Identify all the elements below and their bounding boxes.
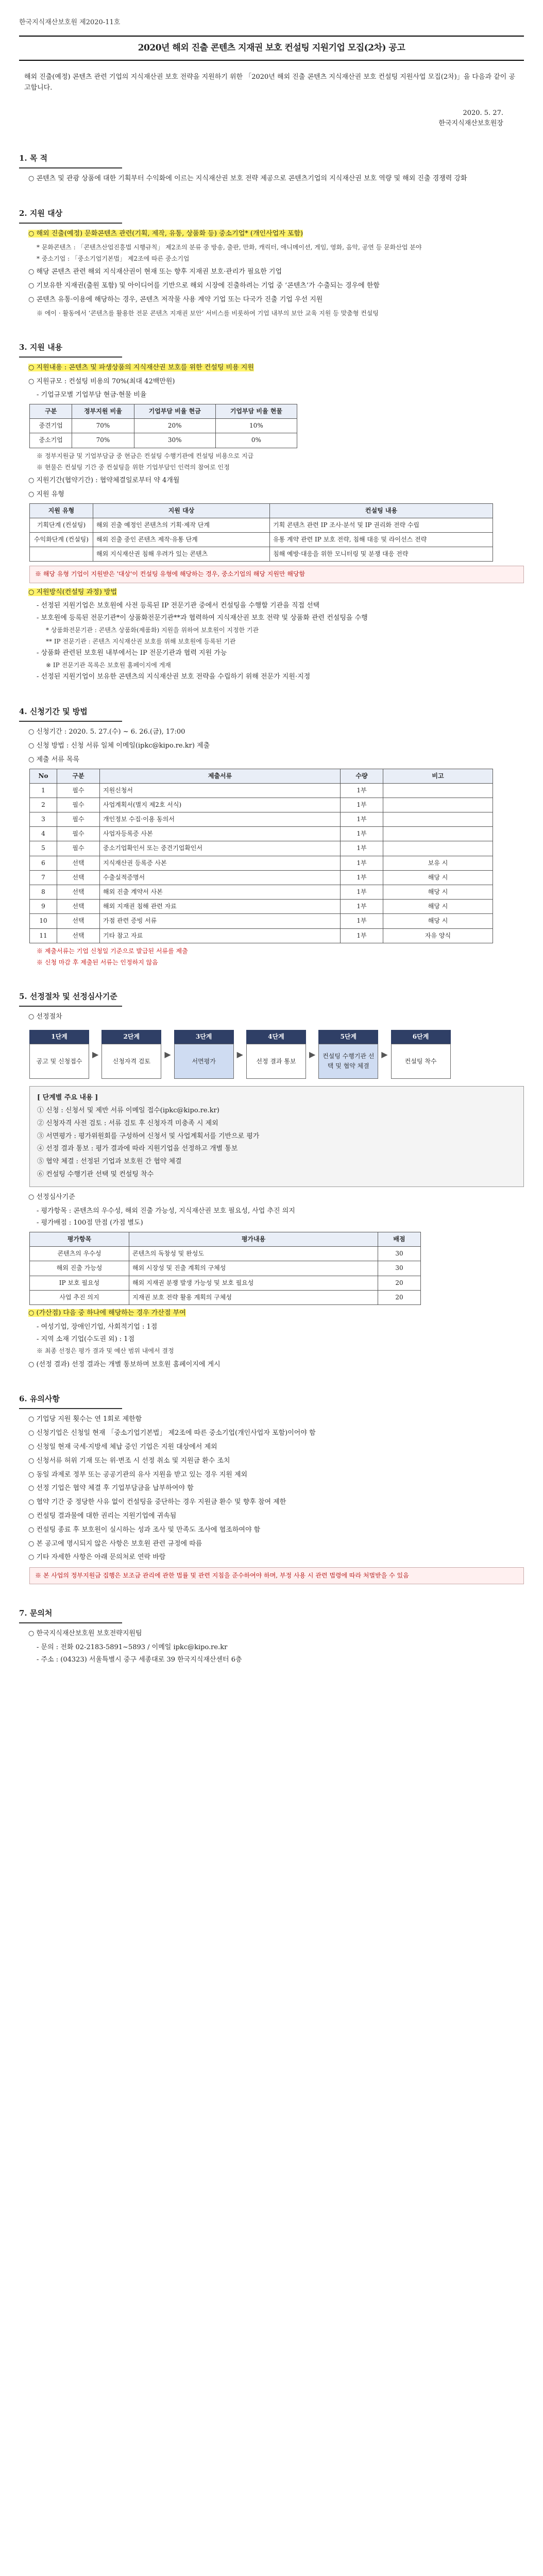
table-cell: 1부: [341, 827, 383, 841]
table-row: [30, 433, 297, 448]
arrow-right-icon: ▶: [164, 1049, 171, 1059]
table-cell: 필수: [57, 827, 100, 841]
table-cell: 20: [378, 1290, 421, 1304]
notice-date: 2020. 5. 27.: [463, 109, 503, 117]
table-cell: 자유 양식: [383, 928, 493, 943]
selection-intro: ○ 선정절차: [28, 1013, 62, 1021]
target-note: * 중소기업 : 「중소기업기본법」 제2조에 따른 중소기업: [37, 255, 190, 262]
bonus-note: ※ 최종 선정은 평가 결과 및 예산 범위 내에서 결정: [37, 1347, 174, 1355]
table-cell: 수출실적증명서: [100, 870, 341, 885]
notice-number: 한국지식재산보호원 제2020-11호: [19, 19, 121, 26]
table-cell: 4: [30, 827, 57, 841]
table-cell: 해외 진출 중인 콘텐츠 제작·유통 단계: [93, 533, 270, 547]
support-note: ※ 현물은 컨설팅 기간 중 컨설팅을 위한 기업부담인 인력의 참여로 인정: [37, 463, 230, 471]
step-detail: ⑥ 컨설팅 수행기관 선택 및 컨설팅 착수: [37, 1170, 154, 1178]
section-title-application: 4. 신청기간 및 방법: [19, 705, 122, 722]
step-detail: ③ 서면평가 : 평가위원회를 구성하여 신청서 및 사업계획서를 기반으로 평가: [37, 1132, 260, 1140]
section-title-contact: 7. 문의처: [19, 1607, 122, 1623]
table-cell: 해외 진출 계약서 사본: [100, 885, 341, 900]
method-note: * 상품화전문기관 : 콘텐츠 상품화(제품화) 지원을 위하여 보호원이 지정한 기관: [46, 626, 259, 634]
table-cell: 30%: [134, 433, 215, 448]
table-cell: 필수: [57, 841, 100, 856]
table-cell: 6: [30, 856, 57, 870]
table-cell: 1부: [341, 914, 383, 928]
caution-item: ○ 동일 과제로 정부 또는 공공기관의 유사 지원을 받고 있는 경우 지원 제외: [28, 1470, 248, 1479]
target-item: ○ 콘텐츠 유통·이용에 해당하는 경우, 콘텐츠 저작물 사용 계약 기업 또는 다국가 진출 기업 우선 지원: [28, 295, 323, 303]
flow-step-label: 2단계: [101, 1030, 161, 1044]
support-item: ○ 지원기간(협약기간) : 협약체결일로부터 약 4개월: [28, 477, 180, 485]
method-note: ※ IP 전문기관 목록은 보호원 홈페이지에 게재: [46, 662, 171, 669]
table-header: 기업부담 비율 현물: [215, 404, 297, 419]
table-cell: 1부: [341, 900, 383, 914]
table-cell: 1부: [341, 870, 383, 885]
support-type-note: ※ 해당 유형 기업이 지원받은 '대상'이 컨설팅 유형에 해당하는 경우, 중소기업의 해당 지원만 해당함: [29, 566, 524, 583]
table-cell: [383, 798, 493, 812]
section-title-target: 2. 지원 대상: [19, 207, 122, 224]
caution-warning: ※ 본 사업의 정부지원금 집행은 보조금 관리에 관한 법률 및 관련 지침을 준수하여야 하며, 부정 사용 시 관련 법령에 따라 처벌받을 수 있음: [29, 1567, 524, 1584]
table-cell: 사업자등록증 사본: [100, 827, 341, 841]
table-header: 비고: [383, 769, 493, 783]
table-cell: 해당 시: [383, 885, 493, 900]
table-header: 지원 유형: [30, 503, 93, 518]
table-row: [30, 856, 493, 870]
table-cell: 사업계획서(별지 제2호 서식): [100, 798, 341, 812]
table-cell: 해당 시: [383, 870, 493, 885]
target-item-text: ○ 해외 진출(예정) 문화콘텐츠 관련(기획, 제작, 유통, 상품화 등) 중소기업* (개인사업자 포함): [28, 229, 303, 238]
table-cell: 해외 지식재산권 침해 우려가 있는 콘텐츠: [93, 547, 270, 562]
table-row: [30, 885, 493, 900]
flow-step-label: 5단계: [318, 1030, 378, 1044]
caution-item: ○ 본 공고에 명시되지 않은 사항은 보호원 관련 규정에 따름: [28, 1539, 202, 1548]
table-row: [30, 1290, 421, 1304]
purpose-item: ○ 콘텐츠 및 관광 상품에 대한 기획부터 수익화에 이르는 지식재산권 보호 전략 제공으로 콘텐츠기업의 지식재산권 보호 역량 및 해외 진출 경쟁력 강화: [28, 175, 467, 183]
method-item: - 상품화 관련된 보호원 내부에서는 IP 전문기관과 협력 지원 가능: [37, 649, 227, 657]
method-item: - 선정된 지원기업이 보유한 콘텐츠의 지식재산권 보호 전략을 수립하기 위해 전문가 지원·지정: [37, 673, 311, 681]
target-note: * 문화콘텐츠 : 「콘텐츠산업진흥법 시행규칙」 제2조의 분류 중 방송, 출판, 만화, 캐릭터, 애니메이션, 게임, 영화, 음악, 공연 등 문화산업 분야: [37, 243, 422, 251]
flow-step-text: 서면평가: [174, 1044, 234, 1079]
application-item: ○ 신청 방법 : 신청 서류 일체 이메일(ipkc@kipo.re.kr) 제출: [28, 741, 210, 750]
table-row: [30, 928, 493, 943]
table-cell: 지원신청서: [100, 783, 341, 798]
table-cell: 8: [30, 885, 57, 900]
arrow-right-icon: ▶: [309, 1049, 316, 1059]
table-cell: 2: [30, 798, 57, 812]
method-note: ** IP 전문기관 : 콘텐츠 지식재산권 보호를 위해 보호원에 등록된 기관: [46, 638, 236, 646]
table-header: No: [30, 769, 57, 783]
table-cell: 11: [30, 928, 57, 943]
contact-item: - 문의 : 전화 02-2183-5891~5893 / 이메일 ipkc@kipo.re.kr: [37, 1643, 228, 1652]
support-item: ○ 지원 유형: [28, 490, 64, 498]
selection-flow: [29, 1030, 524, 1079]
table-header: 배점: [378, 1232, 421, 1247]
documents-table-body: [30, 783, 493, 943]
caution-item: ○ 신청기업은 신청일 현재 「중소기업기본법」 제2조에 따른 중소기업(개인사업자 포함)이어야 함: [28, 1429, 316, 1437]
table-cell: 수익화단계 (컨설팅): [30, 533, 93, 547]
caution-item: ○ 기타 자세한 사항은 아래 문의처로 연락 바람: [28, 1553, 166, 1562]
table-row: [30, 900, 493, 914]
table-header: 평가내용: [129, 1232, 378, 1247]
table-cell: 기타 참고 자료: [100, 928, 341, 943]
table-cell: 선택: [57, 900, 100, 914]
application-note: ※ 신청 마감 후 제출된 서류는 인정하지 않음: [37, 958, 158, 966]
table-header: 평가항목: [30, 1232, 129, 1247]
table-row: [30, 841, 493, 856]
target-note: ※ 에이 · 활동에서 ‘콘텐츠를 활용한 전문 콘텐츠 지재권 보안’ 서비스를 비롯하여 기업 내부의 보안 교육 지원 등 맞춤형 컨설팅: [37, 309, 379, 317]
criteria-item: - 평가항목 : 콘텐츠의 우수성, 해외 진출 가능성, 지식재산권 보호 필요성, 사업 추진 의지: [37, 1207, 295, 1215]
application-note: ※ 제출서류는 기업 신청일 기준으로 발급된 서류를 제출: [37, 947, 188, 955]
support-item: - 기업규모별 기업부담 현금·현물 비율: [37, 391, 147, 399]
table-row: [30, 827, 493, 841]
step-detail: ② 신청자격 사전 검토 : 서류 검토 후 신청자격 미충족 시 제외: [37, 1119, 218, 1127]
caution-item: ○ 컨설팅 결과물에 대한 권리는 지원기업에 귀속됨: [28, 1512, 177, 1520]
table-cell: [30, 547, 93, 562]
application-item: ○ 제출 서류 목록: [28, 755, 80, 764]
caution-item: ○ 신청일 현재 국세·지방세 체납 중인 기업은 지원 대상에서 제외: [28, 1443, 217, 1451]
section-title-selection: 5. 선정절차 및 선정심사기준: [19, 990, 122, 1007]
support-note: ※ 정부지원금 및 기업부담금 중 현금은 컨설팅 수행기관에 컨설팅 비용으로 지급: [37, 452, 254, 460]
step-details-box: [29, 1086, 524, 1187]
contact-item: - 주소 : (04323) 서울특별시 중구 세종대로 39 한국지식재산센터 6층: [37, 1655, 242, 1664]
table-cell: 중소기업: [30, 433, 72, 448]
table-cell: 개인정보 수집·이용 동의서: [100, 812, 341, 827]
table-cell: 지재권 보호 전략 활용 계획의 구체성: [129, 1290, 378, 1304]
table-row: [30, 518, 493, 532]
table-cell: 1부: [341, 885, 383, 900]
flow-step: [29, 1030, 89, 1079]
table-row: [30, 419, 297, 433]
table-cell: IP 보호 필요성: [30, 1276, 129, 1290]
caution-item: ○ 컨설팅 종료 후 보호원이 실시하는 성과 조사 및 만족도 조사에 협조하여야 함: [28, 1526, 261, 1534]
table-cell: 침해 예방·대응을 위한 모니터링 및 분쟁 대응 전략: [270, 547, 493, 562]
table-cell: [383, 812, 493, 827]
documents-table: [29, 769, 493, 943]
table-cell: 중소기업확인서 또는 중견기업확인서: [100, 841, 341, 856]
support-type-table: [29, 503, 493, 562]
flow-step-text: 컨설팅 수행기관 선택 및 협약 체결: [318, 1044, 378, 1079]
table-row: [30, 783, 493, 798]
support-item: ○ 지원규모 : 컨설팅 비용의 70%(최대 42백만원): [28, 377, 175, 385]
table-cell: [383, 841, 493, 856]
target-item: [19, 229, 524, 240]
burden-table: [29, 404, 297, 448]
table-cell: 필수: [57, 812, 100, 827]
table-cell: 70%: [72, 433, 134, 448]
table-cell: 1부: [341, 928, 383, 943]
table-cell: 30: [378, 1261, 421, 1276]
table-cell: 기획 콘텐츠 관련 IP 조사·분석 및 IP 권리화 전략 수립: [270, 518, 493, 532]
table-row: [30, 1276, 421, 1290]
table-cell: 해외 지재권 분쟁 발생 가능성 및 보호 필요성: [129, 1276, 378, 1290]
table-row: [30, 1261, 421, 1276]
table-cell: 선택: [57, 870, 100, 885]
table-cell: 선택: [57, 914, 100, 928]
flow-step-label: 4단계: [246, 1030, 306, 1044]
method-item-text: ○ 지원방식(컨설팅 과정) 방법: [28, 588, 117, 596]
criteria-item: - 평가배점 : 100점 만점 (가점 별도): [37, 1219, 143, 1227]
section-title-support: 3. 지원 내용: [19, 341, 122, 358]
table-cell: 1부: [341, 798, 383, 812]
table-cell: 20: [378, 1276, 421, 1290]
table-cell: 해당 시: [383, 914, 493, 928]
table-header: 지원 대상: [93, 503, 270, 518]
table-cell: 해외 진출 예정인 콘텐츠의 기획·제작 단계: [93, 518, 270, 532]
method-item: - 선정된 지원기업은 보호원에 사전 등록된 IP 전문기관 중에서 컨설팅을 수행할 기관을 직접 선택: [37, 602, 320, 610]
table-cell: 3: [30, 812, 57, 827]
table-cell: 중견기업: [30, 419, 72, 433]
table-cell: 콘텐츠의 독창성 및 완성도: [129, 1247, 378, 1261]
table-cell: 1: [30, 783, 57, 798]
table-row: [30, 870, 493, 885]
table-row: [30, 533, 493, 547]
section-title-purpose: 1. 목 적: [19, 152, 122, 168]
target-item: ○ 기보유한 지재권(출원 포함) 및 아이디어를 기반으로 해외 시장에 진출하려는 기업 중 ‘콘텐츠’가 수출되는 경우에 한함: [28, 281, 380, 290]
table-cell: 필수: [57, 798, 100, 812]
table-cell: 10: [30, 914, 57, 928]
table-cell: 9: [30, 900, 57, 914]
application-item: ○ 신청기간 : 2020. 5. 27.(수) ~ 6. 26.(금), 17:00: [28, 728, 185, 736]
flow-step: [246, 1030, 306, 1079]
table-row: [30, 1247, 421, 1261]
table-cell: 선택: [57, 928, 100, 943]
intro-text: 해외 진출(예정) 콘텐츠 관련 기업의 지식재산권 보호 전략을 지원하기 위한 「2020년 해외 진출 콘텐츠 지식재산권 보호 컨설팅 지원사업 모집(2차)」을 다음과 같이 공고합니다.: [24, 73, 516, 92]
arrow-right-icon: ▶: [236, 1049, 243, 1059]
table-row: [30, 914, 493, 928]
table-cell: 1부: [341, 841, 383, 856]
notice-page: [19, 0, 524, 1688]
flow-step-text: 선정 결과 통보: [246, 1044, 306, 1079]
table-cell: [383, 827, 493, 841]
flow-step: [174, 1030, 234, 1079]
contact-item: ○ 한국지식재산보호원 보호전략지원팀: [28, 1630, 142, 1638]
table-cell: 해외 시장성 및 진출 계획의 구체성: [129, 1261, 378, 1276]
method-item: - 보호원에 등록된 전문기관*이 상품화전문기관**과 협력하여 지식재산권 보호 전략 및 상품화 관련 컨설팅을 수행: [37, 614, 368, 622]
table-cell: 5: [30, 841, 57, 856]
table-row: [30, 812, 493, 827]
table-header: 구분: [30, 404, 72, 419]
flow-step-label: 1단계: [29, 1030, 89, 1044]
flow-step: [101, 1030, 161, 1079]
table-cell: 1부: [341, 812, 383, 827]
target-item: ○ 해당 콘텐츠 관련 해외 지식재산권이 현재 또는 향후 지재권 보호·관리가 필요한 기업: [28, 268, 282, 276]
step-detail: ① 신청 : 신청서 및 제반 서류 이메일 접수(ipkc@kipo.re.kr): [37, 1106, 219, 1114]
caution-item: ○ 선정 기업은 협약 체결 후 기업부담금을 납부하여야 함: [28, 1484, 194, 1493]
bonus-item-text: ○ (가산점) 다음 중 하나에 해당하는 경우 가산점 부여: [28, 1309, 186, 1317]
table-cell: 70%: [72, 419, 134, 433]
table-cell: 유통 계약 관련 IP 보호 전략, 침해 대응 및 라이선스 전략: [270, 533, 493, 547]
table-cell: 1부: [341, 856, 383, 870]
support-item-text: ○ 지원내용 : 콘텐츠 및 파생상품의 지식재산권 보호를 위한 컨설팅 비용 지원: [28, 363, 254, 371]
criteria-title: ○ 선정심사기준: [28, 1193, 75, 1201]
support-item: [19, 363, 524, 374]
arrow-right-icon: ▶: [381, 1049, 388, 1059]
table-header: 수량: [341, 769, 383, 783]
step-detail: ⑤ 협약 체결 : 선정된 기업과 보호원 간 협약 체결: [37, 1158, 182, 1166]
flow-step: [391, 1030, 451, 1079]
table-cell: 선택: [57, 856, 100, 870]
table-cell: 1부: [341, 783, 383, 798]
table-cell: 0%: [215, 433, 297, 448]
flow-step-text: 공고 및 신청접수: [29, 1044, 89, 1079]
flow-step-label: 3단계: [174, 1030, 234, 1044]
table-cell: 콘텐츠의 우수성: [30, 1247, 129, 1261]
criteria-table: [29, 1232, 421, 1305]
table-header: 구분: [57, 769, 100, 783]
table-cell: 지식재산권 등록증 사본: [100, 856, 341, 870]
caution-item: ○ 기업당 지원 횟수는 연 1회로 제한함: [28, 1415, 142, 1423]
caution-item: ○ 신청서류 허위 기재 또는 위·변조 시 선정 취소 및 지원금 환수 조치: [28, 1456, 230, 1465]
table-cell: 사업 추진 의지: [30, 1290, 129, 1304]
selection-result: ○ (선정 결과) 선정 결과는 개별 통보하며 보호원 홈페이지에 게시: [28, 1360, 220, 1368]
arrow-right-icon: ▶: [92, 1049, 99, 1059]
table-row: [30, 547, 493, 562]
table-cell: 10%: [215, 419, 297, 433]
table-row: [30, 798, 493, 812]
step-detail: ④ 선정 결과 통보 : 평가 결과에 따라 지원기업을 선정하고 개별 통보: [37, 1145, 238, 1153]
flow-step-label: 6단계: [391, 1030, 451, 1044]
bonus-item: [19, 1308, 524, 1319]
table-header: 제출서류: [100, 769, 341, 783]
flow-step-text: 신청자격 검토: [101, 1044, 161, 1079]
method-item: [19, 587, 524, 598]
table-header: 컨설팅 내용: [270, 503, 493, 518]
table-cell: [383, 783, 493, 798]
table-cell: 해당 시: [383, 900, 493, 914]
step-details-title: [ 단계별 주요 내용 ]: [37, 1094, 98, 1102]
section-title-notes: 6. 유의사항: [19, 1393, 122, 1409]
table-cell: 해외 지재권 침해 관련 자료: [100, 900, 341, 914]
table-cell: 보유 시: [383, 856, 493, 870]
flow-step-text: 컨설팅 착수: [391, 1044, 451, 1079]
table-cell: 30: [378, 1247, 421, 1261]
table-cell: 20%: [134, 419, 215, 433]
table-header: 기업부담 비율 현금: [134, 404, 215, 419]
flow-step: [318, 1030, 378, 1079]
issuer: 한국지식재산보호원장: [438, 120, 503, 128]
table-header: 정부지원 비율: [72, 404, 134, 419]
bonus-item: - 지역 소재 기업(수도권 외) : 1점: [37, 1335, 135, 1343]
page-title: 2020년 해외 진출 콘텐츠 지재권 보호 컨설팅 지원기업 모집(2차) 공고: [19, 36, 524, 61]
table-cell: 해외 진출 가능성: [30, 1261, 129, 1276]
table-cell: 7: [30, 870, 57, 885]
table-cell: 필수: [57, 783, 100, 798]
caution-item: ○ 협약 기간 중 정당한 사유 없이 컨설팅을 중단하는 경우 지원금 환수 및 향후 참여 제한: [28, 1498, 286, 1506]
table-cell: 가점 관련 증빙 서류: [100, 914, 341, 928]
table-cell: 선택: [57, 885, 100, 900]
bonus-item: - 여성기업, 장애인기업, 사회적기업 : 1점: [37, 1323, 158, 1331]
table-cell: 기획단계 (컨설팅): [30, 518, 93, 532]
